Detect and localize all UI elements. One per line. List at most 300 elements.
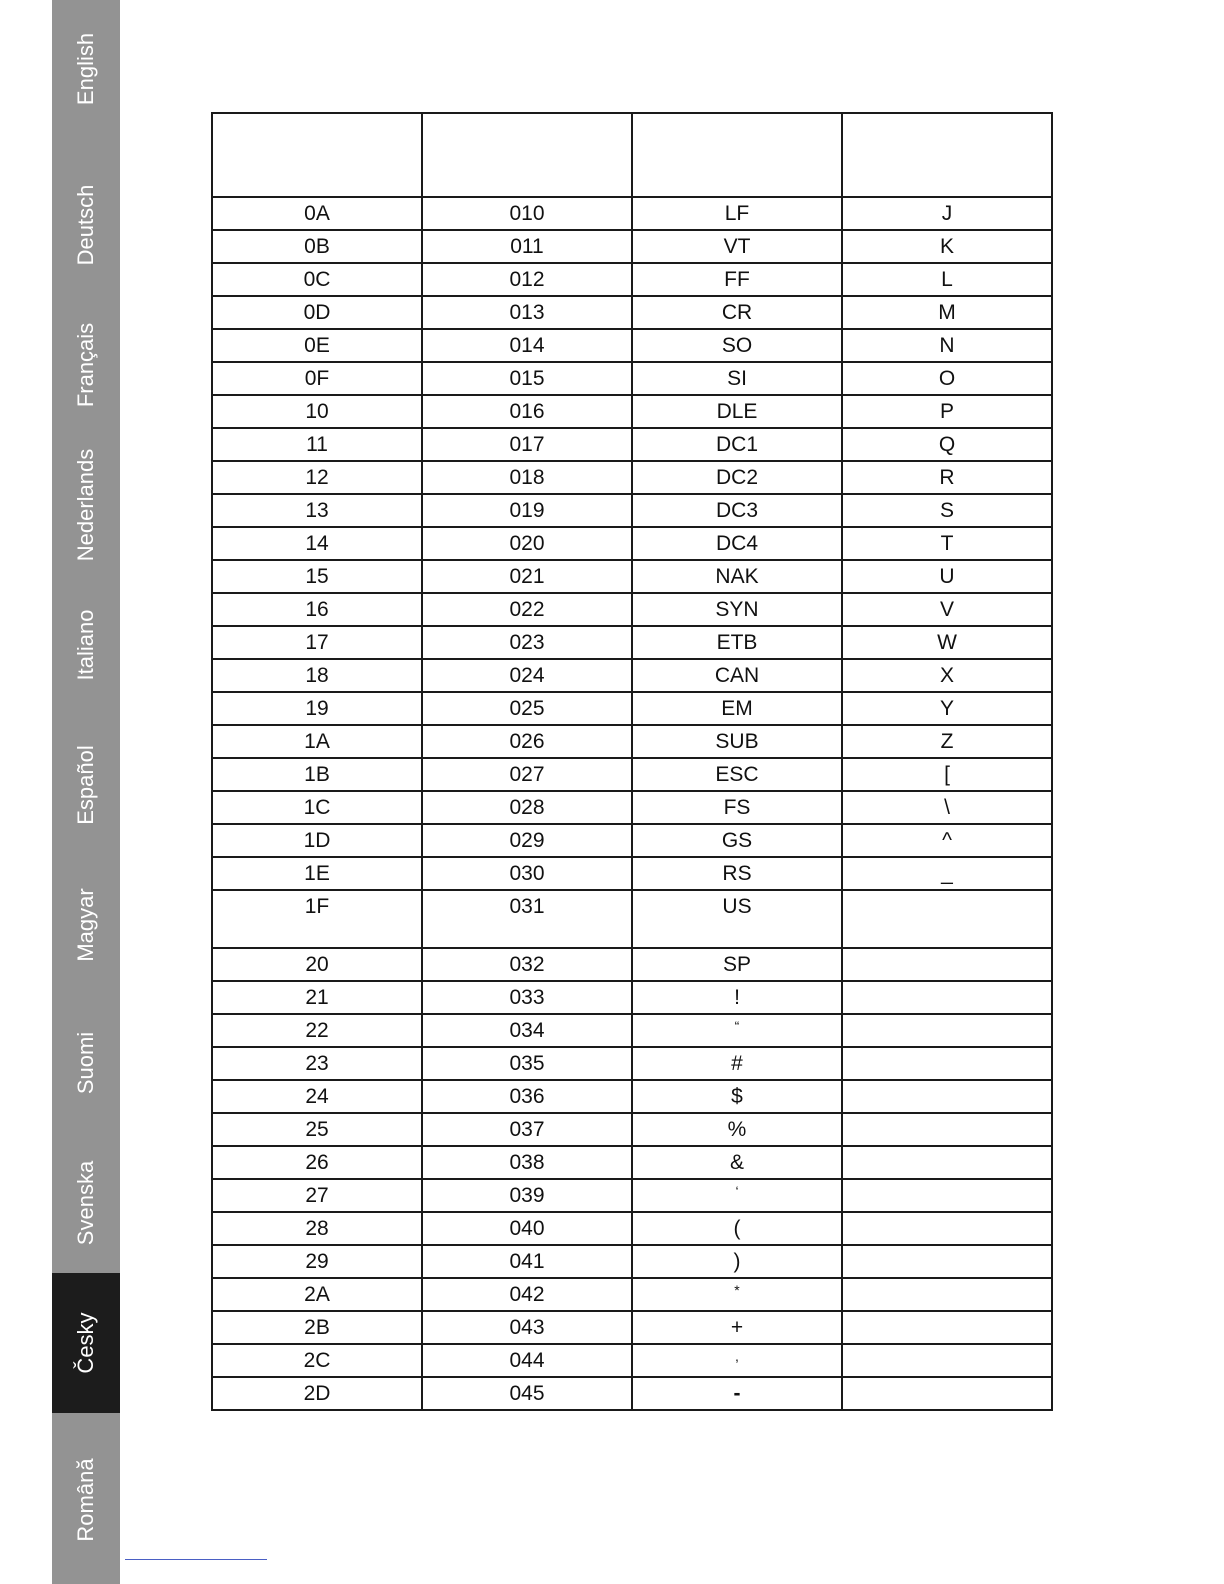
cell-text: SI — [727, 367, 747, 390]
ctrl-key-cell — [842, 1047, 1052, 1080]
cell-text: 041 — [509, 1250, 545, 1273]
cell-text: 23 — [305, 1052, 329, 1075]
cell-text: 0F — [304, 367, 330, 390]
cell-text: 036 — [509, 1085, 545, 1108]
table-row — [212, 1047, 1052, 1080]
lang-tab-espanol[interactable] — [52, 716, 120, 853]
cell-text: 2A — [304, 1283, 330, 1306]
cell-text: LF — [724, 202, 750, 225]
table-header-row — [212, 113, 1052, 197]
hex-cell — [212, 981, 422, 1014]
cell-text: Q — [938, 433, 956, 456]
cell-text: T — [940, 532, 954, 555]
ctrl-key-cell — [842, 1146, 1052, 1179]
hex-cell — [212, 626, 422, 659]
table-row — [212, 725, 1052, 758]
cell-text: ETB — [716, 631, 758, 654]
language-sidebar — [52, 0, 120, 1584]
ctrl-key-cell — [842, 948, 1052, 981]
cell-text: 27 — [305, 1184, 329, 1207]
cell-text — [843, 1378, 1051, 1379]
ctrl-key-cell — [842, 659, 1052, 692]
cell-text — [843, 1015, 1051, 1016]
table-row — [212, 197, 1052, 230]
decimal-cell — [422, 1245, 632, 1278]
decimal-cell — [422, 758, 632, 791]
cell-text: GS — [721, 829, 753, 852]
cell-text: EM — [721, 697, 753, 720]
cell-text: U — [939, 565, 955, 588]
cell-text: 0E — [304, 334, 330, 357]
hex-cell — [212, 1080, 422, 1113]
cell-text — [843, 1345, 1051, 1346]
cell-text: 030 — [509, 862, 545, 885]
cell-text — [843, 1279, 1051, 1280]
char-cell — [632, 1212, 842, 1245]
decimal-cell — [422, 362, 632, 395]
char-cell — [632, 263, 842, 296]
lang-tab-label: Svenska — [73, 1160, 98, 1245]
table-row — [212, 1278, 1052, 1311]
cell-text: \ — [944, 796, 950, 819]
cell-text — [843, 982, 1051, 983]
cell-text: 1C — [303, 796, 331, 819]
cell-text: 021 — [509, 565, 545, 588]
ctrl-key-cell — [842, 263, 1052, 296]
cell-text: 19 — [305, 697, 329, 720]
char-cell — [632, 560, 842, 593]
lang-tab-label: Suomi — [73, 1031, 98, 1094]
char-cell — [632, 1311, 842, 1344]
char-cell — [632, 1377, 842, 1410]
hex-cell — [212, 428, 422, 461]
decimal-cell — [422, 1014, 632, 1047]
cell-text: 0B — [304, 235, 330, 258]
cell-text: 2C — [303, 1349, 331, 1372]
hex-cell — [212, 1047, 422, 1080]
hex-cell — [212, 948, 422, 981]
decimal-cell — [422, 725, 632, 758]
cell-text: L — [941, 268, 953, 291]
ctrl-key-cell — [842, 494, 1052, 527]
hex-cell — [212, 857, 422, 890]
cell-text: DC2 — [715, 466, 758, 489]
table-row — [212, 461, 1052, 494]
hex-cell — [212, 890, 422, 948]
decimal-cell — [422, 1047, 632, 1080]
ctrl-key-cell — [842, 791, 1052, 824]
table-row — [212, 890, 1052, 948]
cell-text: 014 — [509, 334, 545, 357]
lang-tab-suomi[interactable] — [52, 994, 120, 1131]
table-row — [212, 692, 1052, 725]
table-row — [212, 1080, 1052, 1113]
cell-text: 016 — [509, 400, 545, 423]
char-cell — [632, 296, 842, 329]
cell-text: 015 — [509, 367, 545, 390]
cell-text: DC1 — [715, 433, 758, 456]
char-cell — [632, 981, 842, 1014]
ctrl-key-cell — [842, 1080, 1052, 1113]
decimal-cell — [422, 890, 632, 948]
ctrl-key-cell — [842, 1311, 1052, 1344]
cell-text: 031 — [509, 895, 545, 918]
cell-text: 10 — [305, 400, 329, 423]
lang-tab-label: Deutsch — [73, 184, 98, 265]
cell-text: 13 — [305, 499, 329, 522]
cell-text: ( — [733, 1217, 741, 1240]
hex-cell — [212, 197, 422, 230]
cell-text: , — [735, 1348, 739, 1364]
cell-text — [843, 1213, 1051, 1214]
cell-text: 2D — [303, 1382, 331, 1405]
table-row — [212, 1113, 1052, 1146]
hex-cell — [212, 659, 422, 692]
cell-text: O — [938, 367, 956, 390]
decimal-cell — [422, 1113, 632, 1146]
lang-tab-magyar[interactable] — [52, 856, 120, 993]
ctrl-key-cell — [842, 981, 1052, 1014]
ctrl-key-cell — [842, 1278, 1052, 1311]
char-cell — [632, 197, 842, 230]
table-row — [212, 1344, 1052, 1377]
decimal-cell — [422, 329, 632, 362]
decimal-cell — [422, 1212, 632, 1245]
hex-cell — [212, 692, 422, 725]
decimal-cell — [422, 659, 632, 692]
lang-tab-romana[interactable] — [52, 1416, 120, 1584]
cell-text: 12 — [305, 466, 329, 489]
table-row — [212, 1179, 1052, 1212]
cell-text — [843, 1081, 1051, 1082]
cell-text: 044 — [509, 1349, 545, 1372]
cell-text: 15 — [305, 565, 329, 588]
cell-text: SO — [721, 334, 753, 357]
cell-text: 029 — [509, 829, 545, 852]
table-row — [212, 560, 1052, 593]
cell-text: _ — [941, 862, 953, 885]
cell-text: 1A — [304, 730, 330, 753]
lang-tab-deutsch[interactable] — [52, 156, 120, 293]
lang-tab-label: Česky — [73, 1312, 98, 1374]
cell-text: 040 — [509, 1217, 545, 1240]
cell-text: N — [939, 334, 955, 357]
cell-text: 024 — [509, 664, 545, 687]
hex-cell — [212, 758, 422, 791]
cell-text: 027 — [509, 763, 545, 786]
hex-cell — [212, 395, 422, 428]
hex-cell — [212, 362, 422, 395]
cell-text: 039 — [509, 1184, 545, 1207]
char-cell — [632, 659, 842, 692]
decimal-cell — [422, 428, 632, 461]
cell-text: 25 — [305, 1118, 329, 1141]
lang-tab-label: Español — [73, 744, 98, 825]
table-row — [212, 593, 1052, 626]
table-row — [212, 1212, 1052, 1245]
cell-text: $ — [731, 1085, 743, 1108]
cell-text: Z — [940, 730, 954, 753]
cell-text: S — [939, 499, 954, 522]
ctrl-key-cell — [842, 1245, 1052, 1278]
cell-text: 011 — [510, 235, 544, 258]
hex-cell — [212, 1179, 422, 1212]
decimal-cell — [422, 1179, 632, 1212]
ctrl-key-cell — [842, 1377, 1052, 1410]
lang-tab-italiano[interactable] — [52, 576, 120, 713]
ctrl-key-cell — [842, 758, 1052, 791]
cell-text: SUB — [715, 730, 759, 753]
char-cell — [632, 230, 842, 263]
hex-cell — [212, 230, 422, 263]
cell-text: 18 — [305, 664, 329, 687]
cell-text: Y — [939, 697, 954, 720]
hex-cell — [212, 560, 422, 593]
cell-text: P — [939, 400, 954, 423]
cell-text: 24 — [305, 1085, 329, 1108]
header-cell — [632, 113, 842, 197]
cell-text: 025 — [509, 697, 545, 720]
cell-text: NAK — [715, 565, 759, 588]
decimal-cell — [422, 560, 632, 593]
cell-text: 21 — [305, 986, 329, 1009]
decimal-cell — [422, 461, 632, 494]
cell-text: DC4 — [715, 532, 758, 555]
char-cell — [632, 461, 842, 494]
hex-cell — [212, 791, 422, 824]
table-row — [212, 1377, 1052, 1410]
cell-text: 14 — [305, 532, 329, 555]
cell-text: 0C — [303, 268, 331, 291]
cell-text: * — [734, 1282, 740, 1298]
cell-text: [ — [944, 763, 950, 786]
cell-text: 1B — [304, 763, 330, 786]
cell-text: 037 — [509, 1118, 545, 1141]
lang-tab-label: English — [73, 32, 98, 105]
cell-text: X — [939, 664, 954, 687]
cell-text — [843, 1180, 1051, 1181]
char-cell — [632, 725, 842, 758]
cell-text: 28 — [305, 1217, 329, 1240]
lang-tab-label: Français — [73, 322, 98, 407]
decimal-cell — [422, 1344, 632, 1377]
cell-text: SP — [722, 953, 751, 976]
decimal-cell — [422, 1377, 632, 1410]
table-row — [212, 494, 1052, 527]
ctrl-key-cell — [842, 1212, 1052, 1245]
ctrl-key-cell — [842, 461, 1052, 494]
char-cell — [632, 329, 842, 362]
lang-tab-svenska[interactable] — [52, 1134, 120, 1271]
header-cell — [842, 113, 1052, 197]
decimal-cell — [422, 791, 632, 824]
decimal-cell — [422, 593, 632, 626]
char-cell — [632, 1245, 842, 1278]
cell-text: # — [731, 1052, 743, 1075]
table-row — [212, 981, 1052, 1014]
table-row — [212, 758, 1052, 791]
decimal-cell — [422, 494, 632, 527]
ctrl-key-cell — [842, 296, 1052, 329]
table-row — [212, 1245, 1052, 1278]
hex-cell — [212, 329, 422, 362]
hex-cell — [212, 494, 422, 527]
ctrl-key-cell — [842, 824, 1052, 857]
ctrl-key-cell — [842, 593, 1052, 626]
char-cell — [632, 428, 842, 461]
decimal-cell — [422, 263, 632, 296]
hex-cell — [212, 1278, 422, 1311]
cell-text: & — [729, 1151, 744, 1174]
decimal-cell — [422, 1311, 632, 1344]
decimal-cell — [422, 1278, 632, 1311]
char-cell — [632, 494, 842, 527]
cell-text: 023 — [509, 631, 545, 654]
table-row — [212, 527, 1052, 560]
cell-text: J — [941, 202, 953, 225]
table-row — [212, 1146, 1052, 1179]
ctrl-key-cell — [842, 626, 1052, 659]
char-cell — [632, 791, 842, 824]
hex-cell — [212, 1146, 422, 1179]
cell-text: “ — [734, 1018, 740, 1034]
hex-cell — [212, 1344, 422, 1377]
hex-cell — [212, 527, 422, 560]
cell-text: 17 — [305, 631, 329, 654]
cell-text: 028 — [509, 796, 545, 819]
ctrl-key-cell — [842, 890, 1052, 948]
cell-text: 20 — [305, 953, 329, 976]
hex-cell — [212, 461, 422, 494]
table-row — [212, 362, 1052, 395]
cell-text: 038 — [509, 1151, 545, 1174]
cell-text: 013 — [509, 301, 545, 324]
cell-text: ! — [734, 986, 740, 1009]
cell-text: 0D — [303, 301, 331, 324]
char-cell — [632, 758, 842, 791]
cell-text: CAN — [714, 664, 760, 687]
hex-cell — [212, 263, 422, 296]
hex-cell — [212, 1245, 422, 1278]
cell-text: 11 — [306, 433, 328, 456]
decimal-cell — [422, 1146, 632, 1179]
cell-text: ESC — [715, 763, 759, 786]
hex-cell — [212, 725, 422, 758]
hex-cell — [212, 1377, 422, 1410]
cell-text: 026 — [509, 730, 545, 753]
decimal-cell — [422, 197, 632, 230]
ctrl-key-cell — [842, 1344, 1052, 1377]
hex-cell — [212, 593, 422, 626]
lang-tab-cesky[interactable] — [52, 1273, 120, 1413]
cell-text — [843, 1246, 1051, 1247]
hex-cell — [212, 1311, 422, 1344]
ctrl-key-cell — [842, 725, 1052, 758]
decimal-cell — [422, 1080, 632, 1113]
hex-cell — [212, 824, 422, 857]
cell-text: 22 — [305, 1019, 329, 1042]
cell-text: 045 — [509, 1382, 545, 1405]
hex-cell — [212, 296, 422, 329]
cell-text: + — [730, 1316, 744, 1339]
table-row — [212, 791, 1052, 824]
cell-text: 042 — [509, 1283, 545, 1306]
cell-text: 010 — [509, 202, 545, 225]
lang-tab-nederlands[interactable] — [52, 436, 120, 573]
cell-text: ‘ — [735, 1183, 739, 1199]
cell-text: 1D — [303, 829, 331, 852]
lang-tab-label: Română — [73, 1458, 98, 1542]
table-row — [212, 1311, 1052, 1344]
table-row — [212, 857, 1052, 890]
char-cell — [632, 1179, 842, 1212]
cell-text — [843, 1312, 1051, 1313]
char-cell — [632, 593, 842, 626]
char-cell — [632, 1113, 842, 1146]
cell-text: M — [938, 301, 956, 324]
cell-text: K — [939, 235, 954, 258]
decimal-cell — [422, 395, 632, 428]
cell-text — [843, 1048, 1051, 1049]
char-cell — [632, 692, 842, 725]
hex-cell — [212, 1014, 422, 1047]
decimal-cell — [422, 857, 632, 890]
cell-text: 26 — [305, 1151, 329, 1174]
cell-text: 019 — [509, 499, 545, 522]
cell-text: 043 — [509, 1316, 545, 1339]
table-row — [212, 428, 1052, 461]
cell-text: R — [939, 466, 955, 489]
char-cell — [632, 626, 842, 659]
cell-text: ^ — [942, 829, 952, 852]
decimal-cell — [422, 948, 632, 981]
hex-cell — [212, 1113, 422, 1146]
table-row — [212, 824, 1052, 857]
ctrl-key-cell — [842, 560, 1052, 593]
cell-text: VT — [723, 235, 751, 258]
cell-text: 1E — [304, 862, 330, 885]
char-cell — [632, 1080, 842, 1113]
cell-text: 022 — [509, 598, 545, 621]
cell-text: W — [937, 631, 957, 654]
cell-text: - — [733, 1382, 741, 1405]
decimal-cell — [422, 626, 632, 659]
char-cell — [632, 362, 842, 395]
lang-tab-francais[interactable] — [52, 296, 120, 433]
header-cell — [422, 113, 632, 197]
char-cell — [632, 857, 842, 890]
lang-tab-label: Italiano — [73, 609, 98, 680]
cell-text: V — [939, 598, 954, 621]
char-cell — [632, 824, 842, 857]
char-cell — [632, 395, 842, 428]
lang-tab-english[interactable] — [52, 0, 120, 137]
cell-text: DLE — [716, 400, 758, 423]
cell-text: 034 — [509, 1019, 545, 1042]
ctrl-key-cell — [842, 1014, 1052, 1047]
table-row — [212, 948, 1052, 981]
ctrl-key-cell — [842, 1113, 1052, 1146]
lang-tab-label: Magyar — [73, 887, 98, 962]
ctrl-key-cell — [842, 692, 1052, 725]
hex-cell — [212, 1212, 422, 1245]
ctrl-key-cell — [842, 230, 1052, 263]
cell-text: % — [727, 1118, 747, 1141]
decimal-cell — [422, 981, 632, 1014]
cell-text: FF — [724, 268, 750, 291]
ctrl-key-cell — [842, 527, 1052, 560]
cell-text: 017 — [509, 433, 545, 456]
